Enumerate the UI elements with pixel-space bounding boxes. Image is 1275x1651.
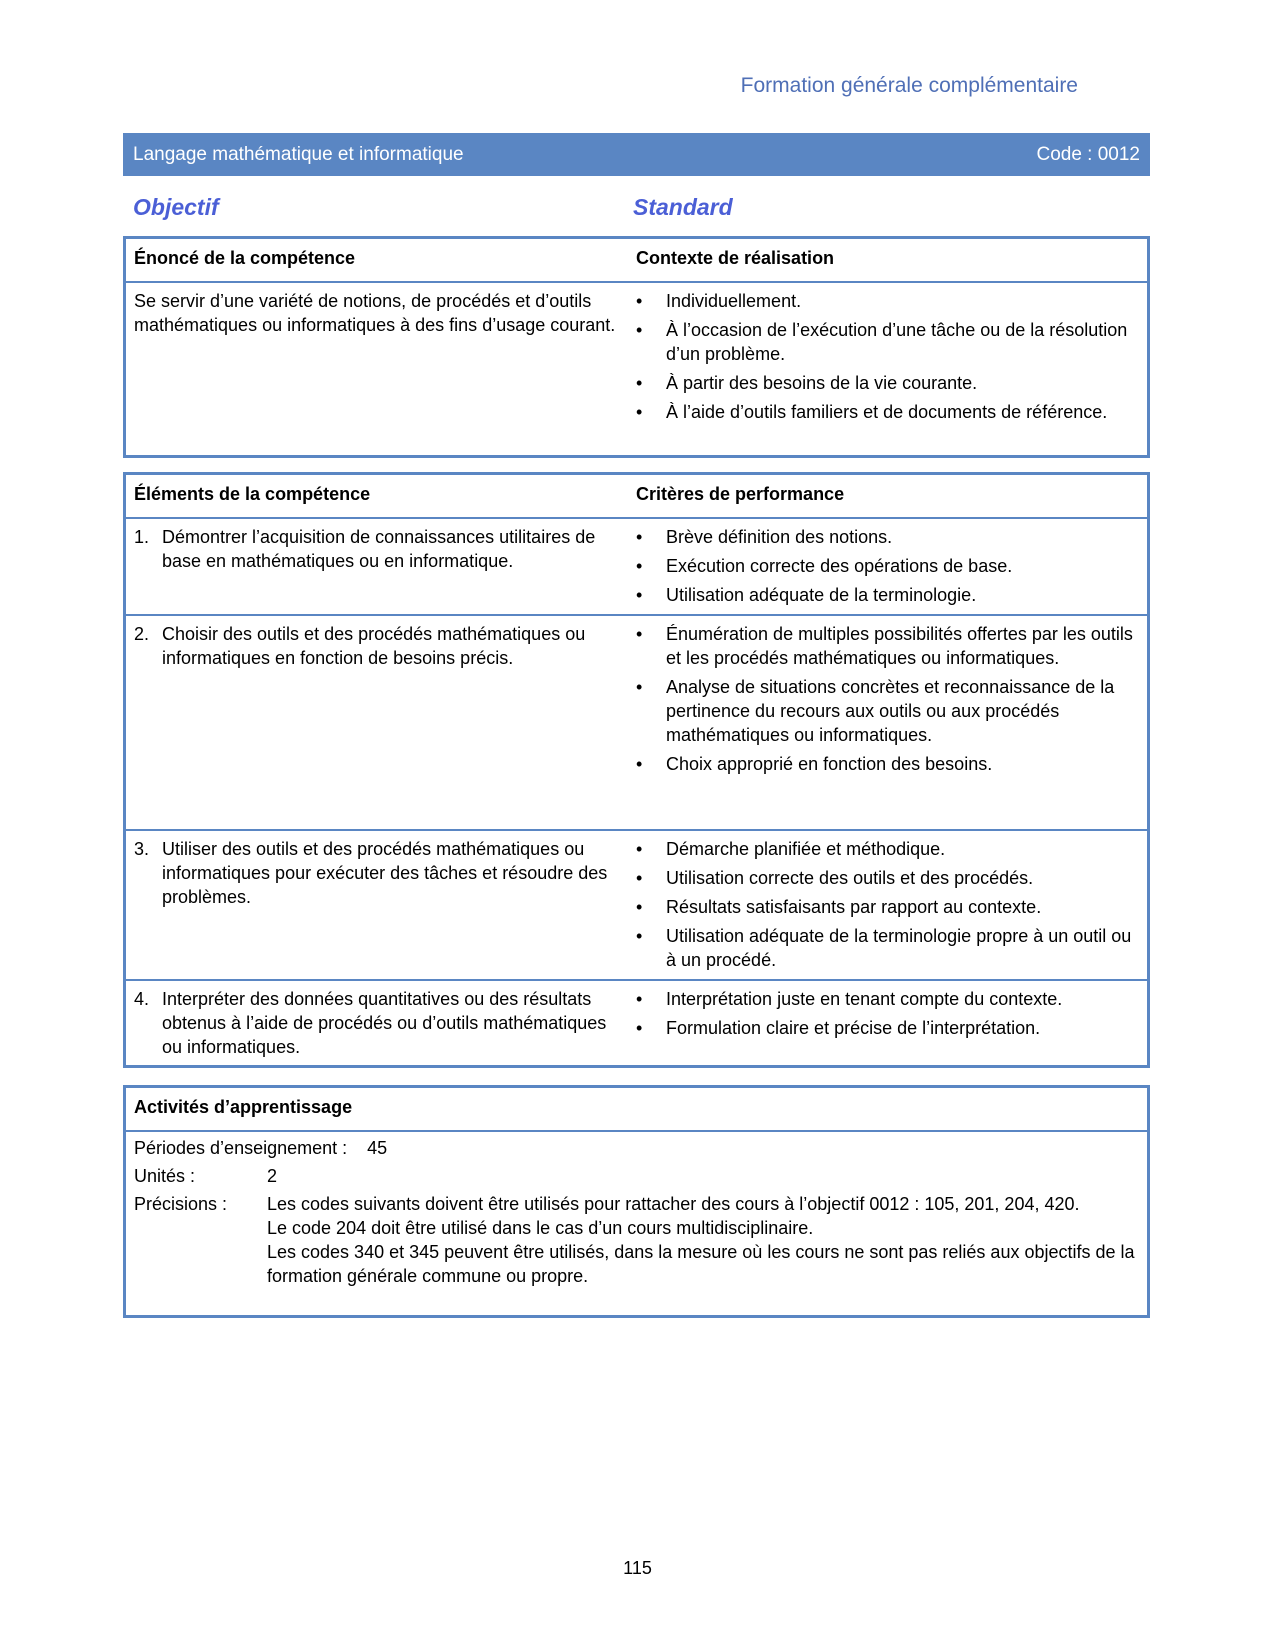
competence-table bbox=[123, 236, 1150, 458]
context-header: Contexte de réalisation bbox=[636, 248, 835, 268]
competence-header-row bbox=[126, 239, 1147, 283]
criteria-item: • Choix approprié en fonction des besoins. bbox=[636, 752, 1139, 776]
element-text: Interpréter des données quantitatives ou des résultats obtenus à l’aide de procédés ou d’outils mathématiques ou informatiques. bbox=[162, 989, 607, 1057]
context-item: • Individuellement. bbox=[636, 289, 1139, 313]
element-row bbox=[126, 831, 1147, 981]
context-item: • À partir des besoins de la vie courante. bbox=[636, 371, 1139, 395]
precision-item: Les codes suivants doivent être utilisés pour rattacher des cours à l’objectif 0012 : 105, 201, 204, 420. bbox=[267, 1194, 1080, 1214]
activities-header: Activités d’apprentissage bbox=[134, 1097, 353, 1117]
units-line bbox=[134, 1164, 1139, 1188]
element-text: Utiliser des outils et des procédés mathématiques ou informatiques pour exécuter des tâches et résoudre des problèmes. bbox=[162, 839, 608, 907]
course-title-bar bbox=[123, 133, 1150, 176]
objective-heading: Objectif bbox=[133, 194, 219, 220]
competence-statement: Se servir d’une variété de notions, de procédés et d’outils mathématiques ou informatiques à des fins d’usage courant. bbox=[134, 291, 616, 335]
periods-line bbox=[134, 1136, 1139, 1160]
criteria-item: • Interprétation juste en tenant compte du contexte. bbox=[636, 987, 1139, 1011]
criteria-item: • Démarche planifiée et méthodique. bbox=[636, 837, 1139, 861]
criteria-item: • Énumération de multiples possibilités offertes par les outils et les procédés mathématiques ou informatiques. bbox=[636, 622, 1139, 670]
criteria-list bbox=[636, 987, 1139, 1040]
criteria-list bbox=[636, 622, 1139, 776]
criteria-item: • Utilisation adéquate de la terminologie. bbox=[636, 583, 1139, 607]
precisions-label: Précisions : bbox=[134, 1194, 228, 1214]
column-headings bbox=[123, 194, 1150, 224]
element-number: 2. bbox=[134, 624, 150, 644]
periods-value: 45 bbox=[367, 1138, 388, 1158]
precision-item: Les codes 340 et 345 peuvent être utilisés, dans la mesure où les cours ne sont pas reliés aux objectifs de la formation générale commune ou propre. bbox=[267, 1242, 1135, 1286]
criteria-item: • Résultats satisfaisants par rapport au contexte. bbox=[636, 895, 1139, 919]
criteria-item: • Analyse de situations concrètes et reconnaissance de la pertinence du recours aux outils ou aux procédés mathématiques ou informatiques. bbox=[636, 675, 1139, 747]
criteria-item: • Utilisation correcte des outils et des procédés. bbox=[636, 866, 1139, 890]
course-code: Code : 0012 bbox=[1036, 143, 1140, 165]
criteria-item: • Exécution correcte des opérations de base. bbox=[636, 554, 1139, 578]
criteria-item: • Brève définition des notions. bbox=[636, 525, 1139, 549]
units-label: Unités : bbox=[134, 1166, 196, 1186]
elements-header: Éléments de la compétence bbox=[134, 484, 371, 504]
element-row bbox=[126, 519, 1147, 616]
context-item: • À l’aide d’outils familiers et de documents de référence. bbox=[636, 400, 1139, 424]
element-row bbox=[126, 616, 1147, 831]
course-title: Langage mathématique et informatique bbox=[133, 143, 464, 165]
element-text: Choisir des outils et des procédés mathématiques ou informatiques en fonction de besoins précis. bbox=[162, 624, 586, 668]
criteria-list bbox=[636, 525, 1139, 607]
activities-header-row bbox=[126, 1088, 1147, 1132]
precision-item: Le code 204 doit être utilisé dans le cas d’un cours multidisciplinaire. bbox=[267, 1218, 814, 1238]
criteria-item: • Formulation claire et précise de l’interprétation. bbox=[636, 1016, 1139, 1040]
element-number: 1. bbox=[134, 527, 150, 547]
competence-statement-header: Énoncé de la compétence bbox=[134, 248, 356, 268]
activities-body-row bbox=[126, 1132, 1147, 1296]
page-number: 115 bbox=[623, 1558, 652, 1578]
elements-header-row bbox=[126, 475, 1147, 519]
units-value: 2 bbox=[267, 1166, 278, 1186]
standard-heading: Standard bbox=[633, 194, 733, 220]
element-row bbox=[126, 981, 1147, 1067]
criteria-list bbox=[636, 837, 1139, 972]
context-list bbox=[636, 289, 1139, 424]
activities-table bbox=[123, 1085, 1150, 1318]
context-item: • À l’occasion de l’exécution d’une tâche ou de la résolution d’un problème. bbox=[636, 318, 1139, 366]
element-number: 3. bbox=[134, 839, 150, 859]
criteria-item: • Utilisation adéquate de la terminologie propre à un outil ou à un procédé. bbox=[636, 924, 1139, 972]
program-title: Formation générale complémentaire bbox=[740, 74, 1078, 97]
element-text: Démontrer l’acquisition de connaissances utilitaires de base en mathématiques ou en informatique. bbox=[162, 527, 596, 571]
criteria-header: Critères de performance bbox=[636, 484, 845, 504]
elements-table bbox=[123, 472, 1150, 1068]
competence-body-row bbox=[126, 283, 1147, 437]
element-number: 4. bbox=[134, 989, 150, 1009]
precisions-block bbox=[134, 1192, 1139, 1288]
periods-label: Périodes d’enseignement : bbox=[134, 1138, 348, 1158]
